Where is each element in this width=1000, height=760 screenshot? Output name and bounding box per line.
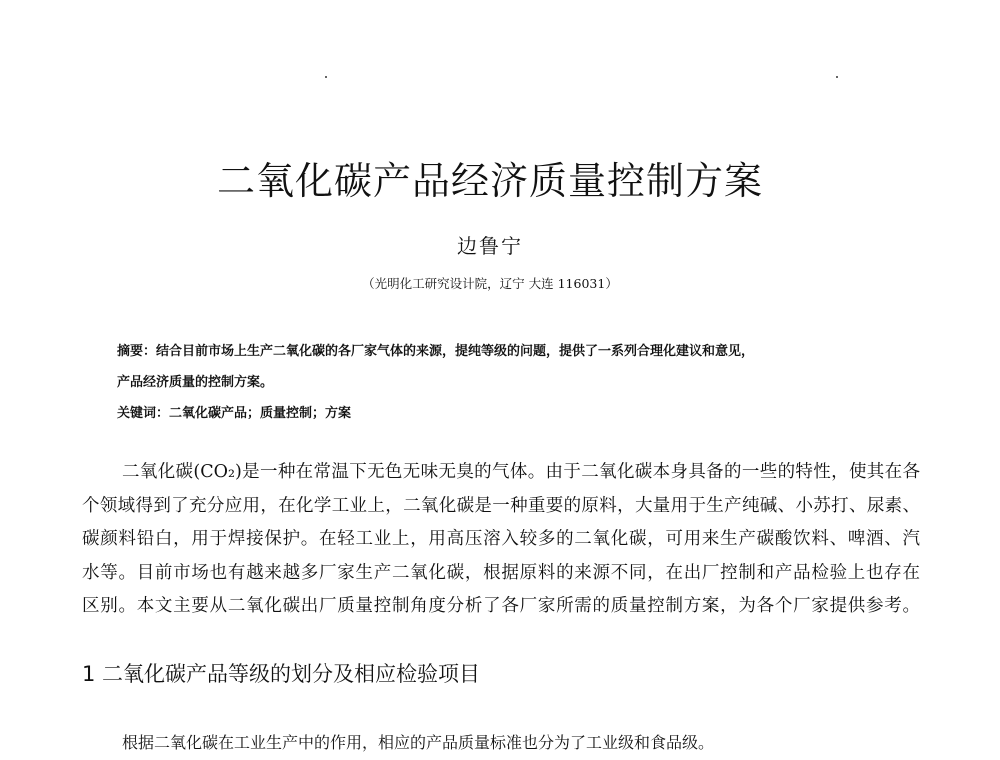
paper-title: 二氧化碳产品经济质量控制方案 [216,159,763,203]
scan-speck [836,76,838,78]
section-heading: 1 二氧化碳产品等级的划分及相应检验项目 [82,662,481,686]
keywords-text: 二氧化碳产品；质量控制；方案 [169,406,352,421]
author: 边鲁宁 [457,234,523,258]
body-line: 区别。本文主要从二氧化碳出厂质量控制角度分析了各厂家所需的质量控制方案，为各个厂家提供参考。 [82,596,920,616]
body-line: 二氧化碳(CO₂)是一种在常温下无色无味无臭的气体。由于二氧化碳本身具备的一些的特性，使其在各 [122,462,920,482]
body-line: 水等。目前市场也有越来越多厂家生产二氧化碳，根据原料的来源不同，在出厂控制和产品检验上也存在 [82,563,920,583]
keywords [117,402,351,421]
abstract-line-2: 产品经济质量的控制方案。 [117,375,274,390]
affiliation: （光明化工研究设计院，辽宁 大连 116031） [362,276,618,291]
body-line: 碳颜料铅白，用于焊接保护。在轻工业上，用高压溶入较多的二氧化碳，可用来生产碳酸饮料、啤酒、汽 [82,529,920,549]
abstract-text: 结合目前市场上生产二氧化碳的各厂家气体的来源，提纯等级的问题，提供了一系列合理化建议和意见， [156,344,755,359]
body-line: 个领域得到了充分应用，在化学工业上，二氧化碳是一种重要的原料，大量用于生产纯碱、小苏打、尿素、 [82,496,920,516]
keywords-label: 关键词： [117,406,170,421]
scan-speck [325,76,327,78]
section-text: 根据二氧化碳在工业生产中的作用，相应的产品质量标准也分为了工业级和食品级。 [122,733,715,752]
abstract-label: 摘要： [117,344,157,359]
abstract-line-1 [117,340,754,359]
